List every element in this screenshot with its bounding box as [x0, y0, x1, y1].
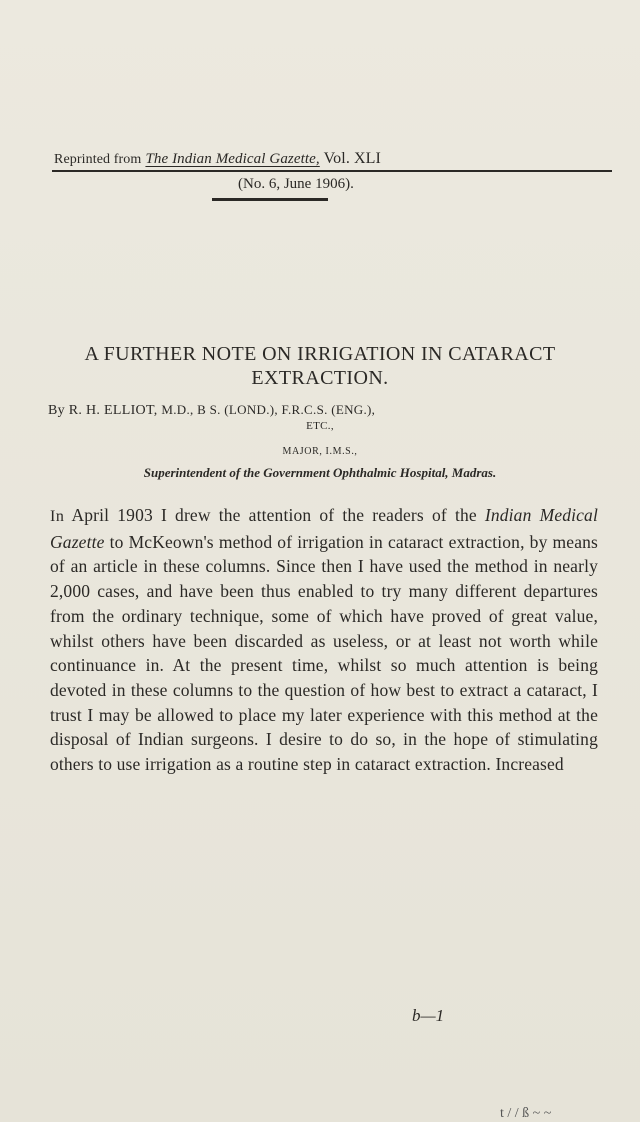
body-text-part2: to McKeown's method of irrigation in cataract extraction, by means of an article in these columns. Since then I have used the method in nearly 2,000 cases, and have been thus enabled to try many different departures from the ordinary technique, some of which have proved of great value, whilst others have been discarded as useless, or at least not worth while continuance in. At the present time, whilst so much attention is being devoted in these columns to the question of how best to extract a cataract, I trust I may be allowed to place my later experience with this method at the disposal of Indian surgeons. I desire to do so, in the hope of stimulating others to use irrigation as a routine step in cataract extraction. Increased	[50, 531, 598, 775]
issue-rule	[212, 198, 328, 201]
reprint-prefix: Reprinted from	[54, 152, 142, 167]
issue-info: (No. 6, June 1906).	[238, 176, 354, 192]
body-text-part1: April 1903 I drew the attention of the readers of the	[64, 505, 485, 525]
volume-number: Vol. XLI	[323, 150, 381, 167]
author-position: Superintendent of the Government Ophthalmic Hospital, Madras.	[143, 465, 497, 480]
reprint-notice	[54, 150, 610, 168]
author-degrees: M.D., B S. (LOND.), F.R.C.S. (ENG.),	[161, 402, 376, 417]
handwritten-marks: t / / ß ~ ~	[500, 1106, 552, 1121]
header-rule	[52, 170, 612, 172]
byline	[48, 402, 375, 419]
journal-name: The Indian Medical Gazette,	[145, 151, 320, 167]
byline-by: By	[48, 403, 65, 418]
author-name: R. H. ELLIOT,	[68, 403, 158, 418]
byline-etc: ETC.,	[306, 420, 334, 432]
article-body	[50, 503, 598, 777]
article-title: A FURTHER NOTE ON IRRIGATION IN CATARACT EXTRACTION.	[84, 343, 556, 389]
author-rank: MAJOR, I.M.S.,	[282, 446, 358, 457]
signature-mark: b—1	[412, 1006, 445, 1025]
opening-word: In	[50, 508, 65, 525]
journal-reference: Indian Medical Gazette	[50, 505, 598, 552]
